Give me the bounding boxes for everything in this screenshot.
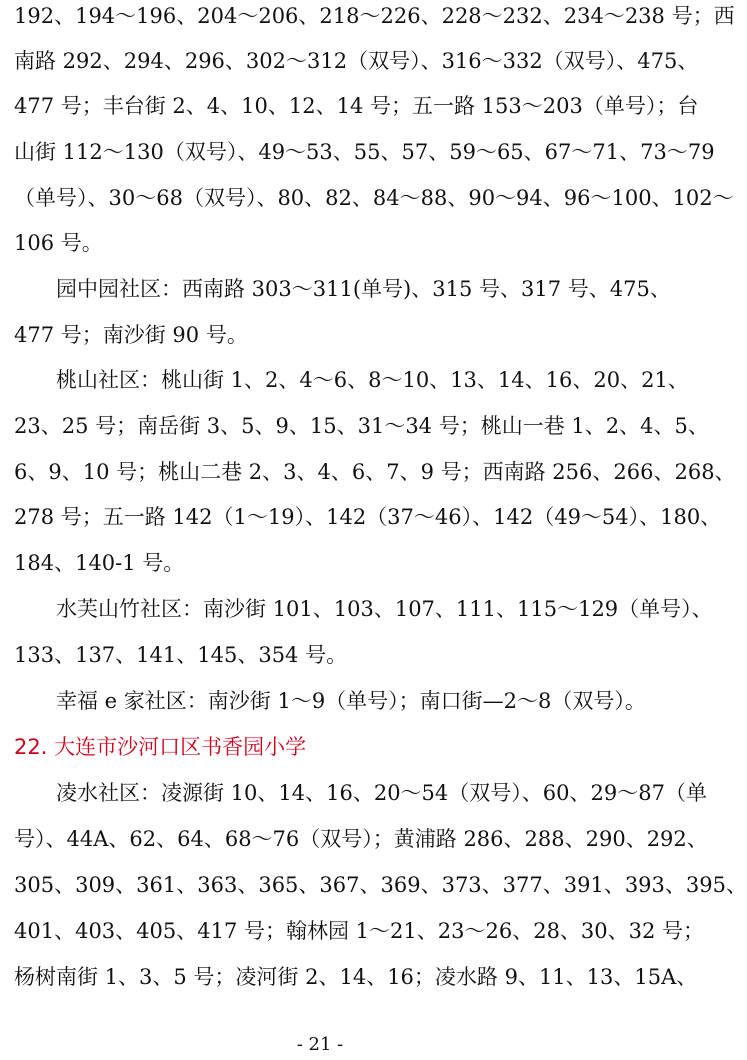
text-line: 106 号。 [14, 231, 103, 255]
text-line: 23、25 号；南岳街 3、5、9、15、31～34 号；桃山一巷 1、2、4、5、 [14, 414, 709, 438]
text-line: 477 号；丰台街 2、4、10、12、14 号；五一路 153～203（单号）；台 [14, 94, 699, 118]
text-line: 192、194～196、204～206、218～226、228～232、234～238 号；西 [14, 4, 735, 28]
text-line: 133、137、141、145、354 号。 [14, 643, 348, 667]
text-line: 184、140-1 号。 [14, 551, 185, 575]
text-line: 477 号；南沙街 90 号。 [14, 323, 248, 347]
text-line: 401、403、405、417 号；翰林园 1～21、23～26、28、30、32 号； [14, 919, 705, 943]
text-line: 278 号；五一路 142（1～19）、142（37～46）、142（49～54）、180、 [14, 505, 722, 529]
paragraph-start-line: 幸福 e 家社区：南沙街 1～9（单号）；南口街—2～8（双号）。 [56, 689, 646, 713]
text-line: 号）、44A、62、64、68～76（双号）；黄浦路 286、288、290、292、 [14, 827, 708, 851]
paragraph-start-line: 水芙山竹社区：南沙街 101、103、107、111、115～129（单号）、 [56, 597, 713, 621]
text-line: 南路 292、294、296、302～312（双号）、316～332（双号）、475、 [14, 49, 699, 73]
text-line: 6、9、10 号；桃山二巷 2、3、4、6、7、9 号；西南路 256、266、268、 [14, 460, 736, 484]
text-line: 305、309、361、363、365、367、369、373、377、391、393、395、 [14, 873, 747, 897]
paragraph-start-line: 凌水社区：凌源街 10、14、16、20～54（双号）、60、29～87（单 [56, 781, 707, 805]
section-heading: 22. 大连市沙河口区书香园小学 [14, 735, 307, 759]
text-line: （单号）、30～68（双号）、80、82、84～88、90～94、96～100、102～ [14, 186, 734, 210]
paragraph-start-line: 桃山社区：桃山街 1、2、4～6、8～10、13、14、16、20、21、 [56, 368, 689, 392]
paragraph-start-line: 园中园社区：西南路 303～311(单号)、315 号、317 号、475、 [56, 277, 671, 301]
text-line: 山街 112～130（双号）、49～53、55、57、59～65、67～71、73～79 [14, 140, 715, 164]
text-line: 杨树南街 1、3、5 号；凌河街 2、14、16；凌水路 9、11、13、15A、 [14, 965, 698, 989]
page-number: - 21 - [296, 1034, 344, 1055]
